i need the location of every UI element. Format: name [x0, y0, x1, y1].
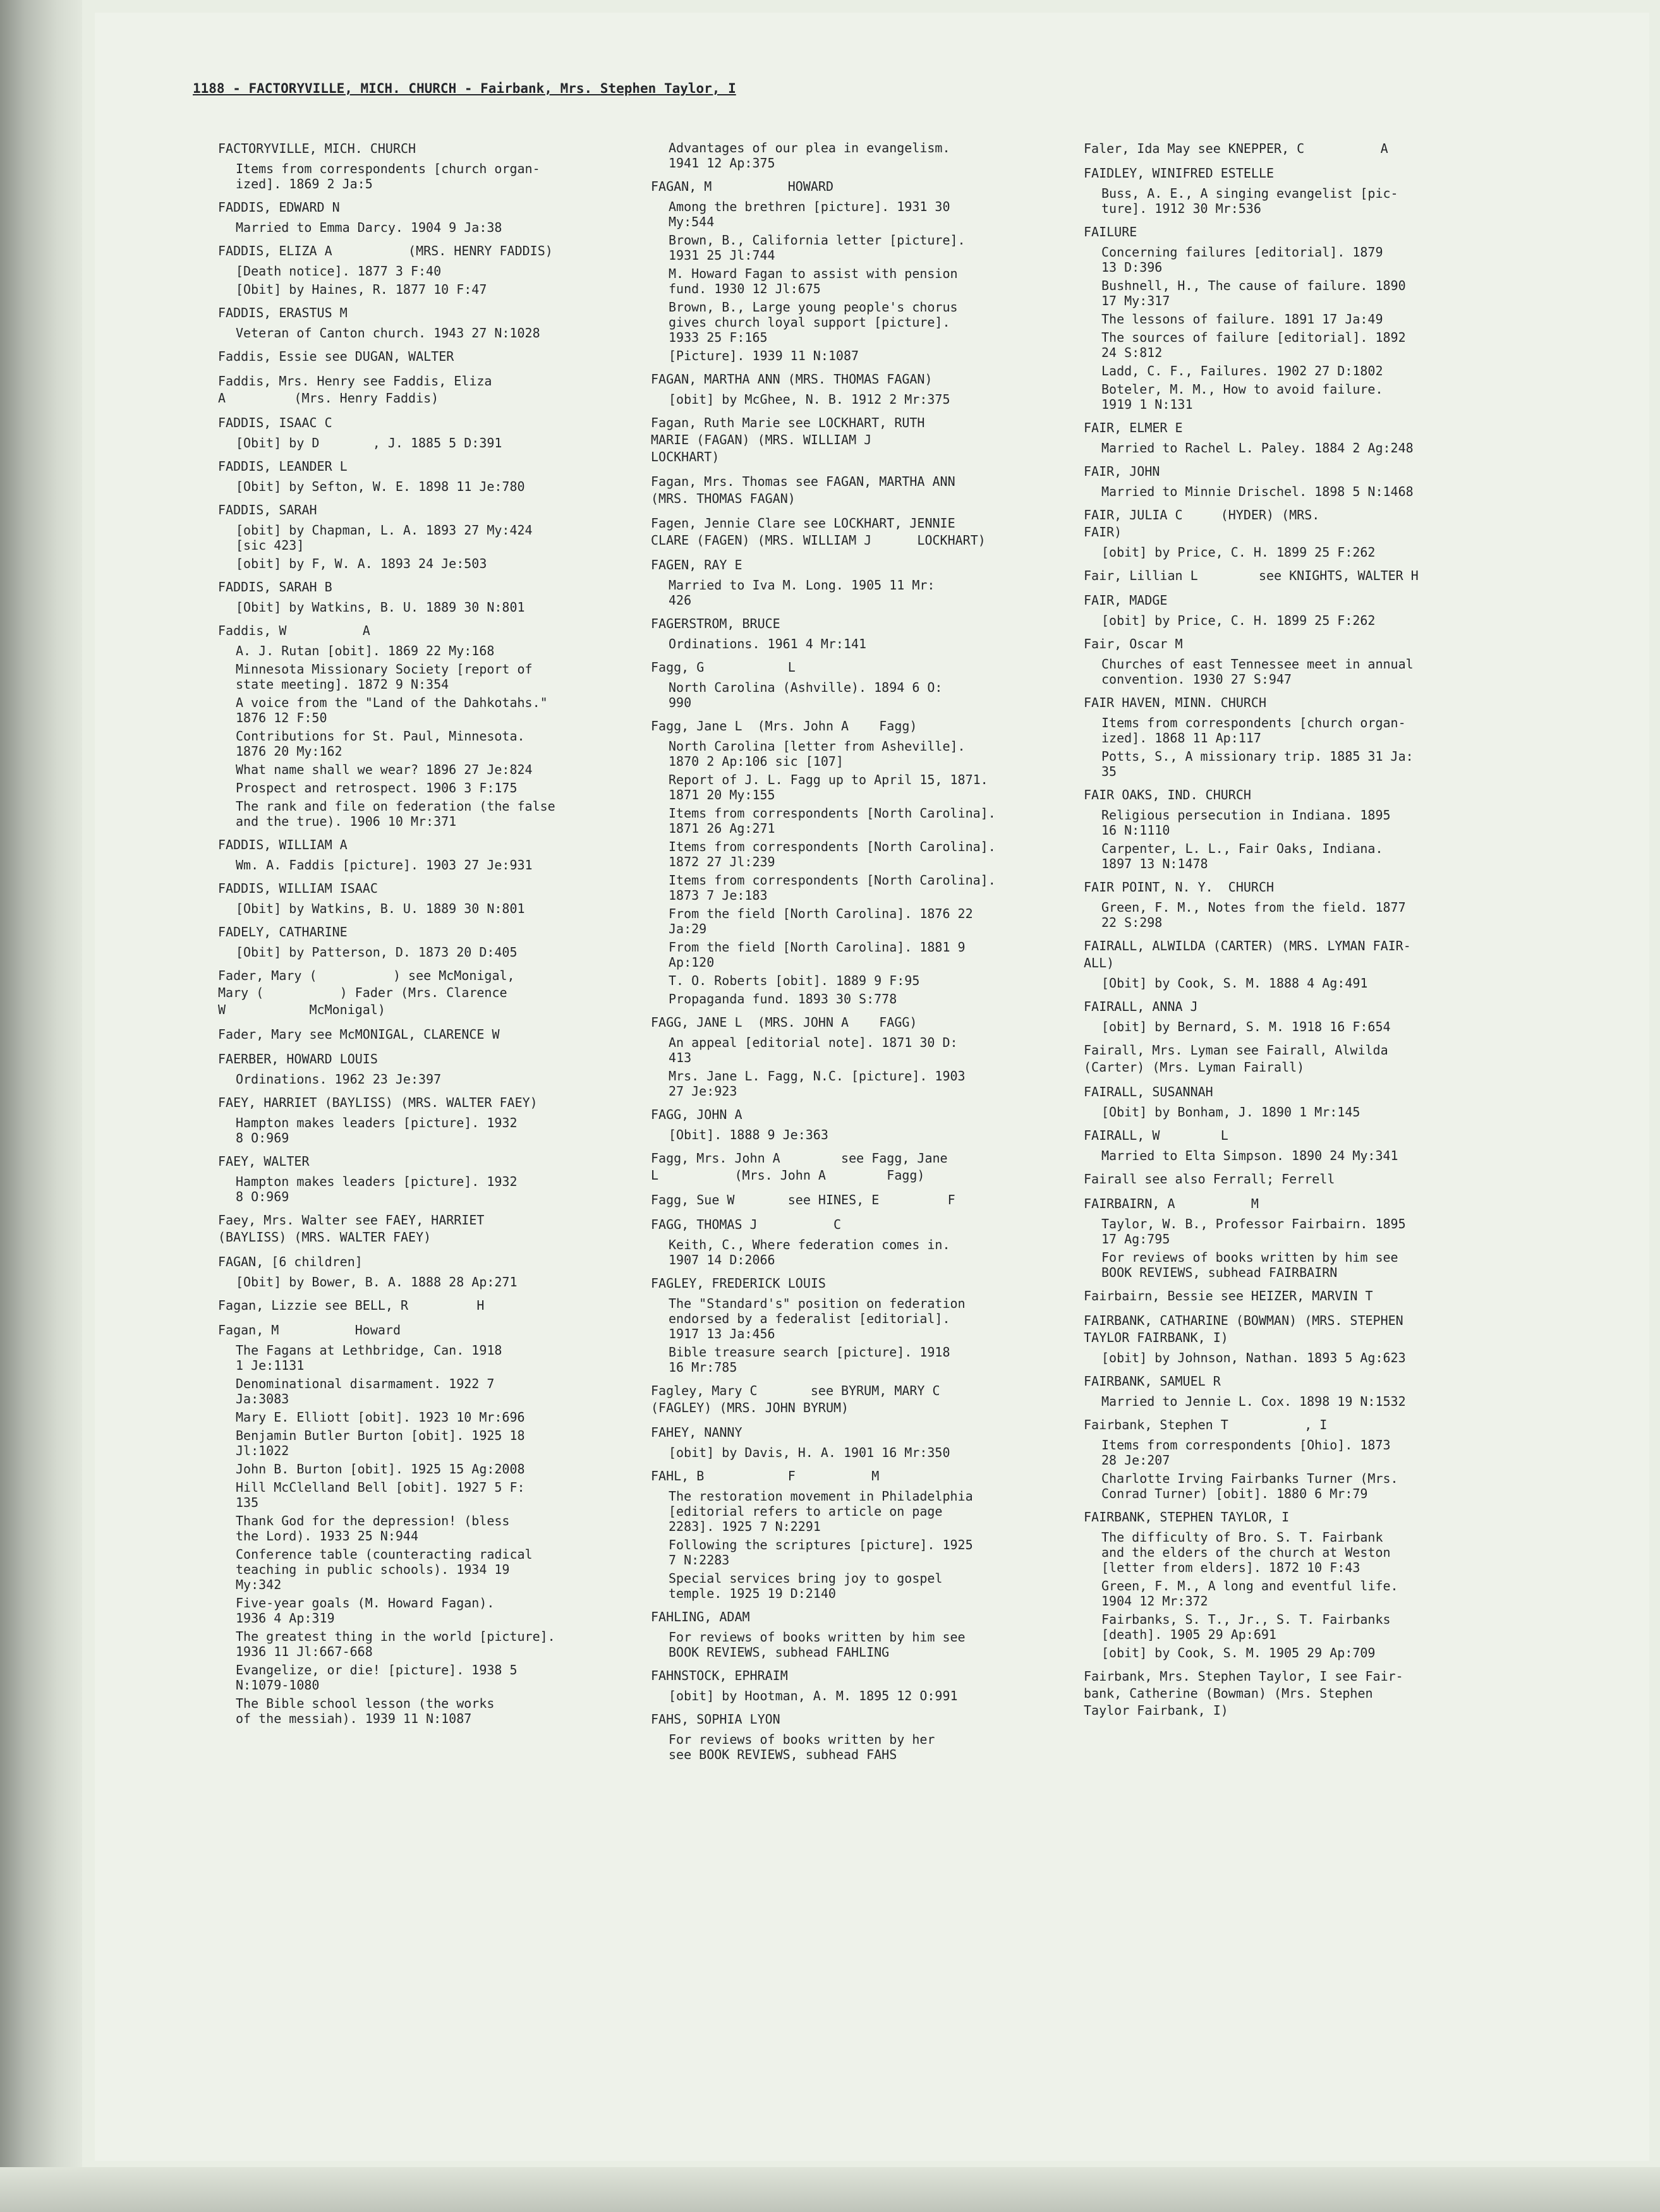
entry-heading: Fagley, Mary C see BYRUM, MARY C (FAGLEY) (MRS. JOHN BYRUM)	[651, 1383, 940, 1415]
entry-citation: Married to Iva M. Long. 1905 11 Mr: 426	[669, 577, 935, 608]
index-column-3	[1084, 140, 1526, 2149]
entry-citation: Following the scriptures [picture]. 1925 7 N:2283	[669, 1537, 973, 1568]
entry-citation: Green, F. M., Notes from the field. 1877 22 S:298	[1101, 900, 1406, 930]
entry-heading: FAIRALL, W L	[1084, 1128, 1228, 1143]
index-entry	[1084, 567, 1526, 584]
entry-citation: Evangelize, or die! [picture]. 1938 5 N:1079-1080	[236, 1662, 518, 1693]
entry-heading: FADELY, CATHARINE	[218, 924, 348, 940]
entry-heading: FAHNSTOCK, EPHRAIM	[651, 1668, 788, 1683]
entry-citation: Brown, B., Large young people's chorus gives church loyal support [picture]. 1933 25 F:165	[669, 299, 958, 345]
entry-heading: FADDIS, ERASTUS M	[218, 305, 348, 320]
entry-heading: Fagan, Ruth Marie see LOCKHART, RUTH MARIE (FAGAN) (MRS. WILLIAM J LOCKHART)	[651, 415, 925, 464]
index-entry	[218, 414, 660, 450]
entry-citation: [obit] by Price, C. H. 1899 25 F:262	[1101, 545, 1376, 560]
entry-heading: FAIDLEY, WINIFRED ESTELLE	[1084, 166, 1275, 181]
entry-heading: Fairbank, Stephen T , I	[1084, 1417, 1328, 1432]
entry-heading: FAERBER, HOWARD LOUIS	[218, 1051, 378, 1067]
entry-citation: Married to Jennie L. Cox. 1898 19 N:1532	[1101, 1394, 1406, 1409]
entry-citation: Contributions for St. Paul, Minnesota. 1876 20 My:162	[236, 728, 525, 759]
entry-citation: The Fagans at Lethbridge, Can. 1918 1 Je:1131	[236, 1343, 502, 1373]
entry-heading: FADDIS, WILLIAM A	[218, 837, 348, 852]
index-entry	[651, 178, 1093, 363]
index-entry	[1084, 507, 1526, 560]
index-entry	[651, 557, 1093, 608]
entry-heading: FADDIS, ISAAC C	[218, 415, 332, 430]
entry-heading: FAHLING, ADAM	[651, 1609, 750, 1624]
entry-heading: Fairall, Mrs. Lyman see Fairall, Alwilda (Carter) (Mrs. Lyman Fairall)	[1084, 1043, 1388, 1075]
entry-heading: Fader, Mary see McMONIGAL, CLARENCE W	[218, 1027, 500, 1042]
entry-heading: FADDIS, SARAH B	[218, 579, 332, 595]
index-entry	[651, 1192, 1093, 1209]
entry-citation: [obit] by McGhee, N. B. 1912 2 Mr:375	[669, 392, 950, 407]
entry-heading: FAGAN, [6 children]	[218, 1254, 363, 1269]
index-entry	[218, 967, 660, 1018]
entry-citation: Hampton makes leaders [picture]. 1932 8 O:969	[236, 1115, 518, 1145]
index-entry	[218, 243, 660, 297]
index-column-1	[218, 140, 660, 2149]
entry-citation: Minnesota Missionary Society [report of state meeting]. 1872 9 N:354	[236, 662, 533, 692]
index-entry	[651, 659, 1093, 710]
entry-citation: Conference table (counteracting radical teaching in public schools). 1934 19 My:342	[236, 1547, 533, 1592]
entry-heading: FAIR POINT, N. Y. CHURCH	[1084, 879, 1275, 895]
index-entry	[1084, 165, 1526, 216]
index-entry	[1084, 1509, 1526, 1660]
entry-citation: What name shall we wear? 1896 27 Je:824	[236, 762, 533, 777]
entry-heading: FAEY, WALTER	[218, 1154, 310, 1169]
scan-bottom-edge	[0, 2167, 1660, 2212]
index-entry	[651, 1150, 1093, 1184]
index-entry	[1084, 224, 1526, 412]
entry-citation: Married to Rachel L. Paley. 1884 2 Ag:248	[1101, 440, 1414, 456]
entry-heading: Fagan, M Howard	[218, 1322, 401, 1338]
entry-citation: The sources of failure [editorial]. 1892 24 S:812	[1101, 330, 1406, 360]
entry-citation: Benjamin Butler Burton [obit]. 1925 18 Jl:1022	[236, 1428, 525, 1458]
entry-citation: Prospect and retrospect. 1906 3 F:175	[236, 780, 518, 795]
entry-citation: Concerning failures [editorial]. 1879 13 D:396	[1101, 245, 1383, 275]
entry-citation: Items from correspondents [Ohio]. 1873 28 Je:207	[1101, 1437, 1391, 1468]
entry-heading: Fairbank, Mrs. Stephen Taylor, I see Fair- bank, Catherine (Bowman) (Mrs. Stephen Taylor Fairbank, I)	[1084, 1669, 1403, 1718]
entry-heading: FAHL, B F M	[651, 1468, 880, 1484]
entry-heading: FAIRBAIRN, A M	[1084, 1196, 1259, 1211]
index-entry	[218, 1153, 660, 1204]
entry-citation: [Obit] by Sefton, W. E. 1898 11 Je:780	[236, 479, 525, 494]
index-entry	[1084, 1312, 1526, 1365]
index-entry	[1084, 998, 1526, 1034]
entry-citation: Boteler, M. M., How to avoid failure. 1919 1 N:131	[1101, 382, 1383, 412]
entry-heading: Fader, Mary ( ) see McMonigal, Mary ( ) Fader (Mrs. Clarence W McMonigal)	[218, 968, 515, 1017]
entry-citation: For reviews of books written by him see BOOK REVIEWS, subhead FAIRBAIRN	[1101, 1250, 1398, 1280]
entry-citation: Five-year goals (M. Howard Fagan). 1936 4 Ap:319	[236, 1595, 495, 1626]
entry-citation: Married to Elta Simpson. 1890 24 My:341	[1101, 1148, 1398, 1163]
entry-heading: Fagg, Sue W see HINES, E F	[651, 1192, 955, 1207]
index-entry	[218, 1322, 660, 1726]
entry-citation: For reviews of books written by him see BOOK REVIEWS, subhead FAHLING	[669, 1629, 966, 1660]
entry-citation: [obit] by Cook, S. M. 1905 29 Ap:709	[1101, 1645, 1376, 1660]
running-head: 1188 - FACTORYVILLE, MICH. CHURCH - Fairbank, Mrs. Stephen Taylor, I	[193, 81, 736, 96]
entry-heading: FAHS, SOPHIA LYON	[651, 1712, 780, 1727]
entry-heading: FAGERSTROM, BRUCE	[651, 616, 780, 631]
entry-citation: Items from correspondents [North Carolina]. 1872 27 Jl:239	[669, 839, 996, 869]
index-entry	[1084, 1084, 1526, 1120]
index-entry	[1084, 1171, 1526, 1188]
index-entry	[218, 458, 660, 494]
entry-citation: [obit] by Price, C. H. 1899 25 F:262	[1101, 613, 1376, 628]
entry-citation: Married to Minnie Drischel. 1898 5 N:1468	[1101, 484, 1414, 499]
index-entry	[651, 473, 1093, 507]
entry-heading: Faler, Ida May see KNEPPER, C A	[1084, 141, 1388, 156]
entry-citation: Green, F. M., A long and eventful life. 1904 12 Mr:372	[1101, 1578, 1398, 1609]
index-entry	[651, 515, 1093, 549]
index-entry	[1084, 1668, 1526, 1719]
index-entry	[651, 718, 1093, 1006]
entry-citation: A. J. Rutan [obit]. 1869 22 My:168	[236, 643, 495, 658]
entry-heading: FAHEY, NANNY	[651, 1425, 742, 1440]
entry-heading: FAGG, THOMAS J C	[651, 1217, 842, 1232]
index-entry	[651, 1106, 1093, 1142]
index-entry	[218, 305, 660, 341]
index-entry	[218, 502, 660, 571]
index-entry	[218, 1094, 660, 1145]
entry-citation: Thank God for the depression! (bless the Lord). 1933 25 N:944	[236, 1513, 510, 1544]
entry-citation: Married to Emma Darcy. 1904 9 Ja:38	[236, 220, 502, 235]
entry-heading: FADDIS, EDWARD N	[218, 200, 340, 215]
index-entry	[1084, 1373, 1526, 1409]
entry-heading: FAIR, JOHN	[1084, 464, 1160, 479]
entry-citation: North Carolina [letter from Asheville]. 1870 2 Ap:106 sic [107]	[669, 739, 966, 769]
entry-citation: The Bible school lesson (the works of the messiah). 1939 11 N:1087	[236, 1696, 495, 1726]
index-entry	[218, 837, 660, 873]
entry-heading: Fagg, Mrs. John A see Fagg, Jane L (Mrs. John A Fagg)	[651, 1151, 948, 1183]
index-entry	[651, 1468, 1093, 1601]
entry-citation: [obit] by Davis, H. A. 1901 16 Mr:350	[669, 1445, 950, 1460]
entry-heading: Fair, Lillian L see KNIGHTS, WALTER H	[1084, 568, 1419, 583]
entry-heading: FAGAN, M HOWARD	[651, 179, 833, 194]
index-entry	[651, 1382, 1093, 1417]
index-entry	[651, 371, 1093, 407]
entry-citation: Brown, B., California letter [picture]. 1931 25 Jl:744	[669, 233, 966, 263]
entry-heading: FAIR, MADGE	[1084, 593, 1168, 608]
entry-citation: Hill McClelland Bell [obit]. 1927 5 F: 135	[236, 1480, 525, 1510]
entry-heading: FAILURE	[1084, 224, 1137, 239]
entry-citation: Keith, C., Where federation comes in. 1907 14 D:2066	[669, 1237, 950, 1267]
entry-citation: From the field [North Carolina]. 1876 22 Ja:29	[669, 906, 973, 936]
entry-citation: The greatest thing in the world [picture]. 1936 11 Jl:667-668	[236, 1629, 555, 1659]
entry-citation: Items from correspondents [church organ- ized]. 1868 11 Ap:117	[1101, 715, 1406, 746]
index-entry	[218, 373, 660, 407]
index-entry	[1084, 1417, 1526, 1501]
entry-heading: FAGLEY, FREDERICK LOUIS	[651, 1276, 826, 1291]
index-entry	[651, 1711, 1093, 1762]
entry-citation: [Obit]. 1888 9 Je:363	[669, 1127, 828, 1142]
index-entry	[218, 1051, 660, 1087]
entry-citation: Ladd, C. F., Failures. 1902 27 D:1802	[1101, 363, 1383, 378]
entry-heading: FAIRBANK, STEPHEN TAYLOR, I	[1084, 1509, 1290, 1525]
entry-citation: Propaganda fund. 1893 30 S:778	[669, 991, 897, 1006]
entry-citation: Advantages of our plea in evangelism. 1941 12 Ap:375	[669, 140, 950, 171]
index-entry	[651, 1275, 1093, 1375]
entry-heading: FAIRALL, ALWILDA (CARTER) (MRS. LYMAN FAIR- ALL)	[1084, 938, 1411, 970]
entry-citation: Bushnell, H., The cause of failure. 1890 17 My:317	[1101, 278, 1406, 308]
index-entry	[1084, 636, 1526, 687]
entry-citation: [obit] by F, W. A. 1893 24 Je:503	[236, 556, 487, 571]
index-entry	[1084, 592, 1526, 628]
entry-citation: [obit] by Chapman, L. A. 1893 27 My:424 [sic 423]	[236, 523, 533, 553]
index-entry	[218, 1297, 660, 1314]
index-entry	[651, 1609, 1093, 1660]
index-entry	[651, 140, 1093, 171]
entry-heading: FAGG, JANE L (MRS. JOHN A FAGG)	[651, 1015, 918, 1030]
index-entry	[1084, 1042, 1526, 1076]
entry-heading: Fair, Oscar M	[1084, 636, 1183, 651]
entry-citation: Buss, A. E., A singing evangelist [pic- ture]. 1912 30 Mr:536	[1101, 186, 1398, 216]
entry-citation: [obit] by Johnson, Nathan. 1893 5 Ag:623	[1101, 1350, 1406, 1365]
entry-citation: Report of J. L. Fagg up to April 15, 1871. 1871 20 My:155	[669, 772, 988, 802]
index-entry	[218, 1254, 660, 1290]
entry-citation: The rank and file on federation (the false and the true). 1906 10 Mr:371	[236, 799, 555, 829]
entry-heading: FADDIS, ELIZA A (MRS. HENRY FADDIS)	[218, 243, 553, 258]
entry-citation: An appeal [editorial note]. 1871 30 D: 413	[669, 1035, 958, 1065]
entry-heading: FAIR OAKS, IND. CHURCH	[1084, 787, 1251, 802]
entry-citation: M. Howard Fagan to assist with pension fund. 1930 12 Jl:675	[669, 266, 958, 296]
entry-heading: Fairall see also Ferrall; Ferrell	[1084, 1171, 1335, 1187]
index-entry	[1084, 140, 1526, 157]
entry-citation: North Carolina (Ashville). 1894 6 O: 990	[669, 680, 943, 710]
entry-citation: From the field [North Carolina]. 1881 9 Ap:120	[669, 940, 966, 970]
entry-heading: FAGG, JOHN A	[651, 1107, 742, 1122]
entry-heading: FAIRBANK, CATHARINE (BOWMAN) (MRS. STEPHEN TAYLOR FAIRBANK, I)	[1084, 1313, 1403, 1345]
entry-heading: FAIR, JULIA C (HYDER) (MRS. FAIR)	[1084, 507, 1320, 540]
entry-citation: Mrs. Jane L. Fagg, N.C. [picture]. 1903 27 Je:923	[669, 1068, 966, 1099]
index-entry	[651, 615, 1093, 651]
index-entry	[218, 924, 660, 960]
entry-citation: Taylor, W. B., Professor Fairbairn. 1895 17 Ag:795	[1101, 1216, 1406, 1247]
entry-citation: [Death notice]. 1877 3 F:40	[236, 263, 442, 279]
entry-citation: Potts, S., A missionary trip. 1885 31 Ja: 35	[1101, 749, 1414, 779]
entry-citation: Fairbanks, S. T., Jr., S. T. Fairbanks [death]. 1905 29 Ap:691	[1101, 1612, 1391, 1642]
entry-citation: [Obit] by D , J. 1885 5 D:391	[236, 435, 502, 450]
index-entry	[218, 140, 660, 191]
index-entry	[218, 199, 660, 235]
entry-heading: Faddis, Mrs. Henry see Faddis, Eliza A (Mrs. Henry Faddis)	[218, 373, 492, 406]
entry-citation: [obit] by Bernard, S. M. 1918 16 F:654	[1101, 1019, 1391, 1034]
entry-citation: [Obit] by Watkins, B. U. 1889 30 N:801	[236, 901, 525, 916]
index-entry	[1084, 879, 1526, 930]
entry-heading: FACTORYVILLE, MICH. CHURCH	[218, 141, 416, 156]
entry-heading: FAIR, ELMER E	[1084, 420, 1183, 435]
entry-heading: Fagg, G L	[651, 660, 796, 675]
index-entry	[651, 1667, 1093, 1703]
entry-citation: Bible treasure search [picture]. 1918 16 Mr:785	[669, 1345, 950, 1375]
index-entry	[218, 1026, 660, 1043]
entry-citation: The "Standard's" position on federation endorsed by a federalist [editorial]. 1917 13 Ja:456	[669, 1296, 966, 1341]
entry-citation: [Picture]. 1939 11 N:1087	[669, 348, 859, 363]
entry-citation: [Obit] by Bonham, J. 1890 1 Mr:145	[1101, 1104, 1360, 1120]
index-entry	[651, 1424, 1093, 1460]
entry-heading: FAIRALL, SUSANNAH	[1084, 1084, 1213, 1099]
entry-citation: [Obit] by Patterson, D. 1873 20 D:405	[236, 945, 518, 960]
entry-heading: FAEY, HARRIET (BAYLISS) (MRS. WALTER FAEY)	[218, 1095, 538, 1110]
entry-heading: FAGEN, RAY E	[651, 557, 742, 572]
index-entry	[1084, 787, 1526, 871]
entry-citation: The difficulty of Bro. S. T. Fairbank and the elders of the church at Weston [letter from elders]. 1872 10 F:43	[1101, 1530, 1391, 1575]
entry-citation: A voice from the "Land of the Dahkotahs." 1876 12 F:50	[236, 695, 548, 725]
entry-citation: Churches of east Tennessee meet in annual convention. 1930 27 S:947	[1101, 656, 1414, 687]
entry-citation: [Obit] by Cook, S. M. 1888 4 Ag:491	[1101, 976, 1368, 991]
entry-heading: Fagan, Lizzie see BELL, R H	[218, 1298, 485, 1313]
entry-heading: FAIR HAVEN, MINN. CHURCH	[1084, 695, 1266, 710]
entry-heading: Fairbairn, Bessie see HEIZER, MARVIN T	[1084, 1288, 1373, 1303]
entry-heading: Faddis, W A	[218, 623, 370, 638]
entry-heading: FADDIS, WILLIAM ISAAC	[218, 881, 378, 896]
entry-heading: FAGAN, MARTHA ANN (MRS. THOMAS FAGAN)	[651, 372, 933, 387]
entry-heading: Fagan, Mrs. Thomas see FAGAN, MARTHA ANN (MRS. THOMAS FAGAN)	[651, 474, 955, 506]
entry-heading: Fagen, Jennie Clare see LOCKHART, JENNIE CLARE (FAGEN) (MRS. WILLIAM J LOCKHART)	[651, 516, 986, 548]
entry-heading: Faey, Mrs. Walter see FAEY, HARRIET (BAYLISS) (MRS. WALTER FAEY)	[218, 1212, 485, 1245]
index-entry	[1084, 1288, 1526, 1305]
entry-heading: FADDIS, SARAH	[218, 502, 317, 517]
index-entry	[1084, 1127, 1526, 1163]
entry-citation: For reviews of books written by her see BOOK REVIEWS, subhead FAHS	[669, 1732, 935, 1762]
entry-citation: [Obit] by Haines, R. 1877 10 F:47	[236, 282, 487, 297]
entry-citation: John B. Burton [obit]. 1925 15 Ag:2008	[236, 1461, 525, 1477]
index-entry	[1084, 694, 1526, 779]
entry-heading: FADDIS, LEANDER L	[218, 459, 348, 474]
index-entry	[1084, 420, 1526, 456]
entry-citation: The restoration movement in Philadelphia [editorial refers to article on page 2283]. 1925 7 N:2291	[669, 1489, 973, 1534]
entry-citation: Charlotte Irving Fairbanks Turner (Mrs. Conrad Turner) [obit]. 1880 6 Mr:79	[1101, 1471, 1398, 1501]
entry-citation: Hampton makes leaders [picture]. 1932 8 O:969	[236, 1174, 518, 1204]
entry-citation: Wm. A. Faddis [picture]. 1903 27 Je:931	[236, 857, 533, 873]
entry-citation: [Obit] by Watkins, B. U. 1889 30 N:801	[236, 600, 525, 615]
entry-citation: Ordinations. 1962 23 Je:397	[236, 1072, 442, 1087]
entry-citation: Items from correspondents [church organ- ized]. 1869 2 Ja:5	[236, 161, 540, 191]
entry-citation: Carpenter, L. L., Fair Oaks, Indiana. 1897 13 N:1478	[1101, 841, 1383, 871]
index-entry	[218, 348, 660, 365]
entry-citation: Items from correspondents [North Carolina]. 1873 7 Je:183	[669, 873, 996, 903]
entry-heading: Fagg, Jane L (Mrs. John A Fagg)	[651, 718, 918, 734]
index-entry	[218, 880, 660, 916]
index-entry	[651, 1216, 1093, 1267]
index-entry	[651, 414, 1093, 466]
entry-citation: Denominational disarmament. 1922 7 Ja:3083	[236, 1376, 495, 1406]
entry-citation: [obit] by Hootman, A. M. 1895 12 O:991	[669, 1688, 958, 1703]
index-entry	[218, 579, 660, 615]
index-entry	[218, 622, 660, 829]
entry-citation: Ordinations. 1961 4 Mr:141	[669, 636, 867, 651]
entry-citation: Religious persecution in Indiana. 1895 16 N:1110	[1101, 807, 1391, 838]
scan-margin-shadow	[0, 0, 82, 2212]
index-entry	[651, 1014, 1093, 1099]
index-entry	[1084, 1195, 1526, 1280]
index-entry	[1084, 938, 1526, 991]
entry-heading: FAIRALL, ANNA J	[1084, 999, 1198, 1014]
entry-citation: Mary E. Elliott [obit]. 1923 10 Mr:696	[236, 1410, 525, 1425]
entry-citation: Items from correspondents [North Carolina]. 1871 26 Ag:271	[669, 806, 996, 836]
entry-citation: The lessons of failure. 1891 17 Ja:49	[1101, 311, 1383, 327]
index-entry	[218, 1212, 660, 1246]
entry-citation: T. O. Roberts [obit]. 1889 9 F:95	[669, 973, 920, 988]
entry-citation: Special services bring joy to gospel temple. 1925 19 D:2140	[669, 1571, 943, 1601]
entry-citation: Veteran of Canton church. 1943 27 N:1028	[236, 325, 540, 341]
index-column-2	[651, 140, 1093, 2149]
entry-heading: FAIRBANK, SAMUEL R	[1084, 1374, 1221, 1389]
entry-citation: Among the brethren [picture]. 1931 30 My:544	[669, 199, 950, 229]
entry-heading: Faddis, Essie see DUGAN, WALTER	[218, 349, 454, 364]
entry-citation: [Obit] by Bower, B. A. 1888 28 Ap:271	[236, 1274, 518, 1290]
index-entry	[1084, 463, 1526, 499]
